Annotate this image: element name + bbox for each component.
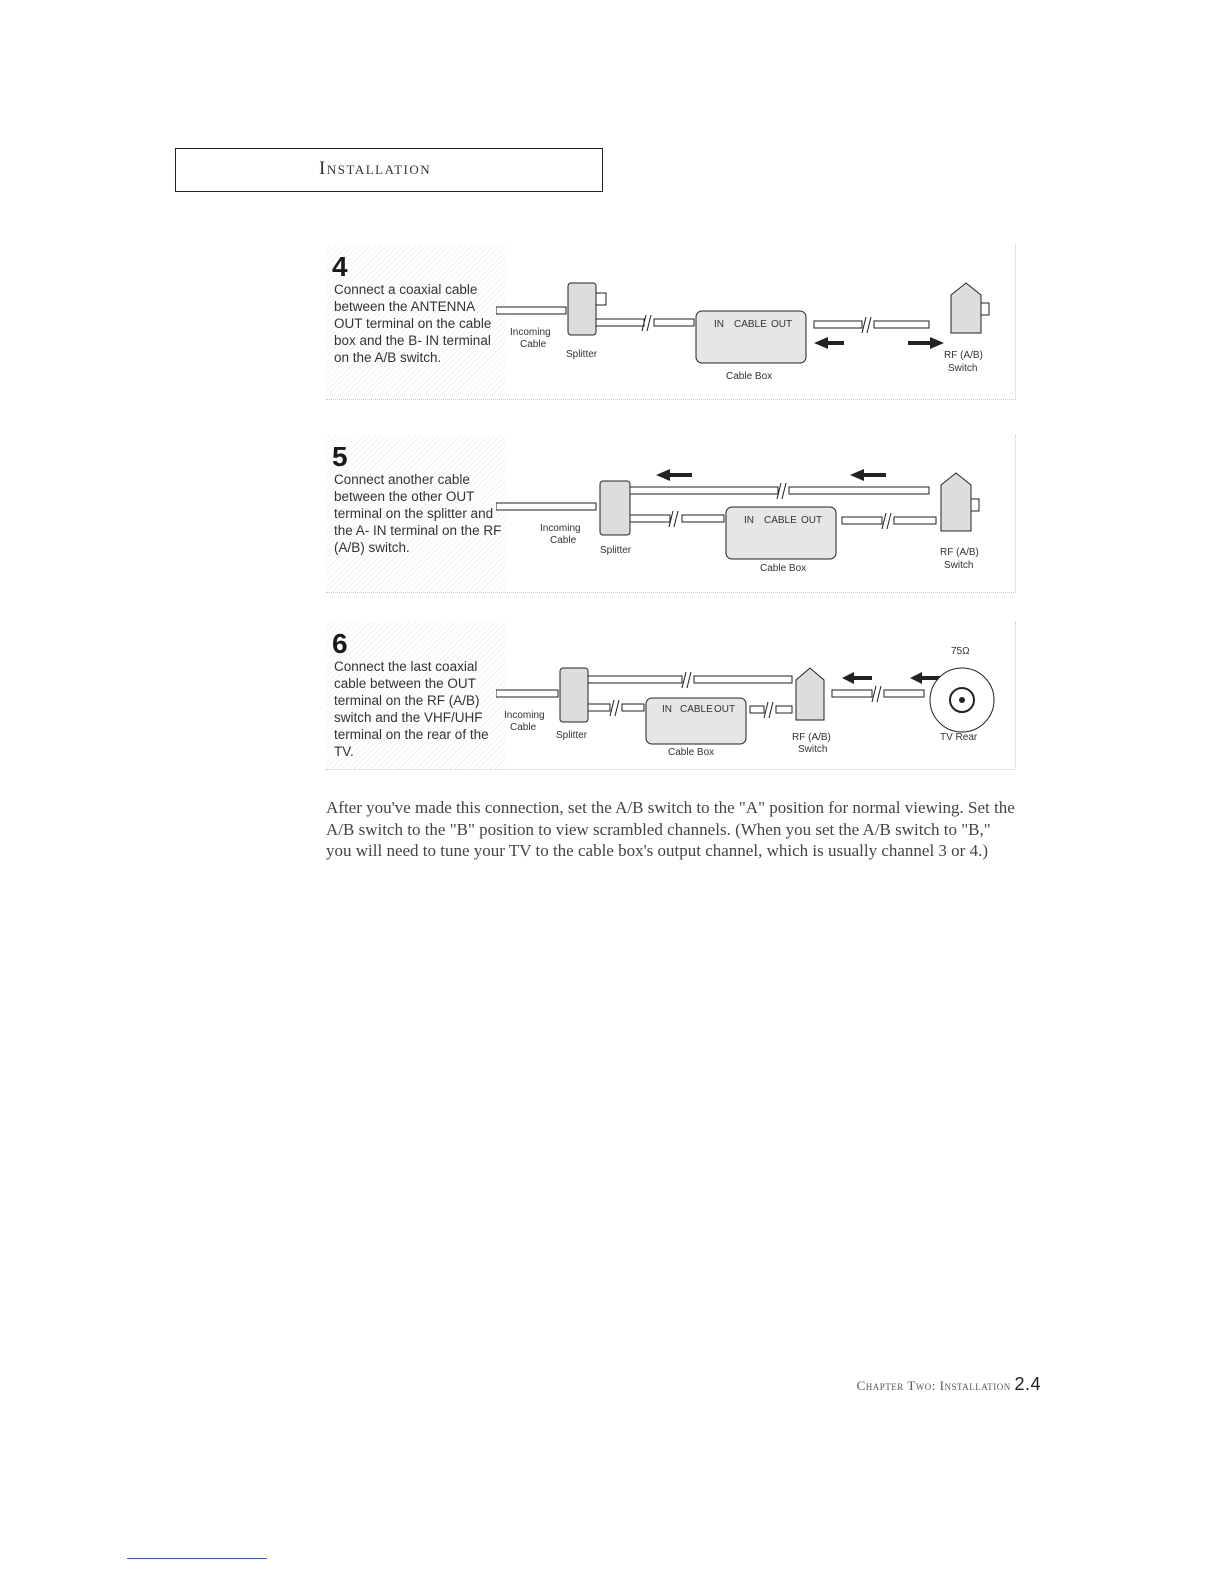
cable-label: Cable	[550, 535, 577, 546]
footnote-rule	[127, 1558, 267, 1559]
incoming-label: Incoming	[504, 710, 545, 721]
step-6-connection-diagram	[496, 622, 1016, 770]
step-6	[326, 622, 1016, 770]
cable-label: Cable	[520, 339, 547, 350]
left-arrow-icon	[814, 337, 844, 349]
instruction-paragraph: After you've made this connection, set the A/B switch to the "A" position for normal viewing. Set the A/B switch to the "B" position to view scrambled channels. (When you set the A/B switch to "B," you will need to tune your TV to the cable box's output channel, which is usually channel 3 or 4.)	[326, 798, 1015, 860]
page-number: 2.4	[1014, 1374, 1041, 1394]
step-4	[326, 245, 1016, 400]
cable-line	[596, 319, 644, 326]
rf-label: RF (A/B)	[944, 350, 983, 361]
rf-switch-icon	[951, 283, 981, 333]
incoming-label: Incoming	[540, 523, 581, 534]
step-5-connection-diagram	[496, 435, 1016, 593]
right-arrow-icon	[850, 469, 886, 481]
section-title: Installation	[319, 158, 432, 179]
switch-label: Switch	[944, 560, 974, 571]
right-arrow-icon	[908, 337, 944, 349]
step-6-text-panel	[326, 622, 506, 769]
step-5-number: 5	[332, 441, 348, 472]
footer-chapter: Chapter Two: Installation	[856, 1378, 1011, 1393]
splitter-icon	[600, 481, 630, 535]
splitter-label: Splitter	[556, 730, 588, 741]
splitter-icon	[560, 668, 588, 722]
tv-rear-label: TV Rear	[940, 732, 978, 743]
ohm-label: 75Ω	[951, 646, 970, 657]
incoming-cable-line	[496, 307, 566, 314]
step-5-text-panel	[326, 435, 506, 592]
section-header	[175, 148, 603, 192]
step-6-description: Connect the last coaxial cable between the OUT terminal on the RF (A/B) switch and the VHF/UHF terminal on the rear of the TV.	[334, 659, 489, 759]
rf-label: RF (A/B)	[792, 732, 831, 743]
cable-box-label: Cable Box	[668, 747, 715, 758]
rf-label: RF (A/B)	[940, 547, 979, 558]
cable-box-cable-label: CABLE	[680, 704, 713, 715]
cable-box-out-label: OUT	[801, 515, 823, 526]
splitter-label: Splitter	[566, 349, 598, 360]
step-4-number: 4	[332, 251, 348, 282]
step-6-number: 6	[332, 628, 348, 659]
step-4-connection-diagram	[496, 245, 1016, 400]
cable-box-out-label: OUT	[771, 319, 793, 330]
switch-label: Switch	[798, 744, 828, 755]
step-5	[326, 435, 1016, 593]
cable-box-in-label: IN	[662, 704, 672, 715]
page-footer	[857, 1374, 1041, 1395]
cable-label: Cable	[510, 722, 537, 733]
switch-label: Switch	[948, 363, 978, 374]
step-4-description: Connect a coaxial cable between the ANTENNA OUT terminal on the cable box and the B- IN terminal on the A/B switch.	[334, 282, 492, 365]
cable-box-label: Cable Box	[726, 371, 773, 382]
left-arrow-icon	[842, 672, 872, 684]
left-arrow-icon	[656, 469, 692, 481]
cable-box-out-label: OUT	[714, 704, 736, 715]
cable-box-in-label: IN	[714, 319, 724, 330]
cable-box-label: Cable Box	[760, 563, 807, 574]
cable-box-in-label: IN	[744, 515, 754, 526]
rf-switch-icon	[941, 473, 971, 531]
step-4-text-panel	[326, 245, 506, 399]
step-5-description: Connect another cable between the other OUT terminal on the splitter and the A- IN terminal on the RF (A/B) switch.	[334, 472, 502, 555]
splitter-icon	[568, 283, 596, 335]
cable-box-cable-label: CABLE	[764, 515, 797, 526]
rf-switch-icon	[796, 668, 824, 720]
incoming-label: Incoming	[510, 327, 551, 338]
cable-box-cable-label: CABLE	[734, 319, 767, 330]
splitter-label: Splitter	[600, 545, 632, 556]
